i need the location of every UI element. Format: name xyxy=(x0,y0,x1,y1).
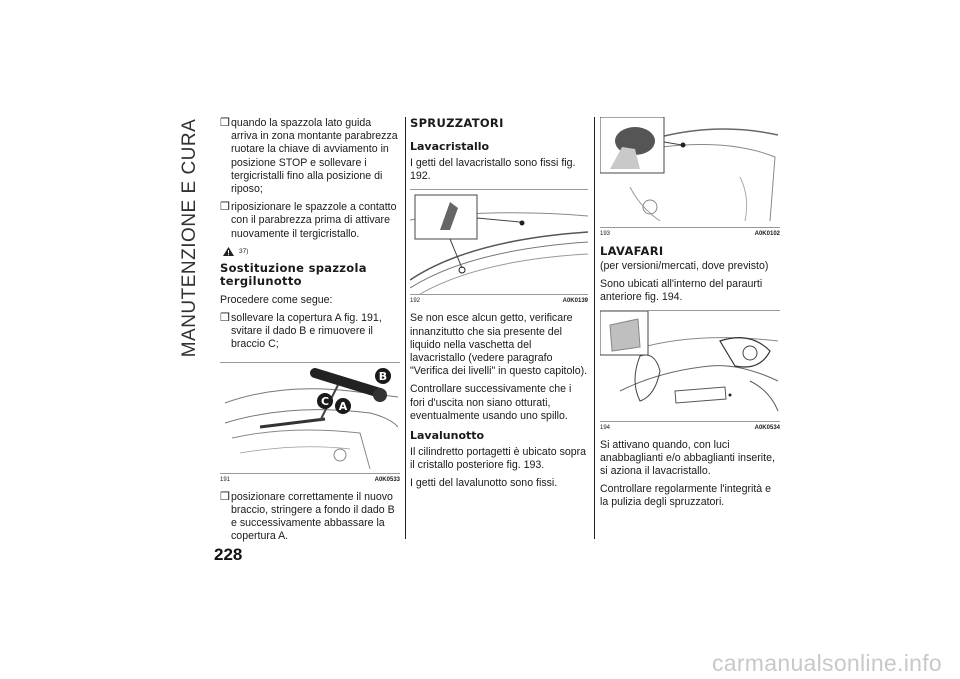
figure-caption: 192 A0K0139 xyxy=(410,298,588,305)
column-3: 193 A0K0102 LAVAFARI (per versioni/mercati, dove previsto) Sono ubicati all'interno del paraurti anteriore fig. 194. 194 A0K0534 Si attivano quando, con luci anabbaglianti e/o abbaglianti inserite, si aziona il lavacristallo. Controllare regolarmente l'integrità e la pulizia degli spruzzatori. xyxy=(600,117,780,515)
figure-caption: 191 A0K0533 xyxy=(220,476,400,483)
windscreen-nozzle-illustration xyxy=(410,190,588,294)
headlamp-washer-illustration xyxy=(600,311,780,421)
svg-text:B: B xyxy=(378,369,388,383)
section-heading: SPRUZZATORI xyxy=(410,116,504,130)
column-divider-1 xyxy=(405,117,406,539)
figure-192 xyxy=(410,189,588,295)
intro-text: Procedere come segue: xyxy=(220,293,333,306)
side-title-text: MANUTENZIONE E CURA xyxy=(179,118,200,358)
section-heading: LAVAFARI xyxy=(600,244,664,258)
figure-caption: 194 A0K0534 xyxy=(600,424,780,431)
section-heading: Sostituzione spazzola tergilunotto xyxy=(220,260,367,288)
figure-191 xyxy=(220,362,400,474)
checkbox-bullet-icon: ❒ xyxy=(220,312,230,325)
subsection-heading: Lavacristallo xyxy=(410,140,490,153)
warning-book-icon xyxy=(222,246,235,257)
figure-194 xyxy=(600,310,780,422)
checkbox-bullet-icon: ❒ xyxy=(220,117,230,129)
watermark: carmanualsonline.info xyxy=(711,650,942,676)
figure-193 xyxy=(600,117,780,228)
page-number: 228 xyxy=(214,545,243,564)
figure-caption: 193 A0K0102 xyxy=(600,231,780,237)
checkbox-bullet-icon: ❒ xyxy=(220,201,230,214)
checkbox-bullet-icon: ❒ xyxy=(220,490,230,503)
note-reference: 37) xyxy=(222,246,400,257)
column-2: SPRUZZATORI Lavacristallo I getti del lavacristallo sono fissi fig. 192. 192 A0K0139 Se non esce alcun getto, verificare innanzitutto che sia presente del liquido nella vaschetta del lavacristallo (vedere paragrafo "Verifica dei livelli" in questo capitolo). Controllare successivamente che i fori d'uscita non siano otturati, eventualmente usando uno spillo. Lavalunotto Il cilindretto portagetti è ubicato sopra il cristallo posteriore fig. 193. I getti del lavalunotto sono fissi. xyxy=(410,116,588,490)
rear-nozzle-illustration xyxy=(600,117,780,227)
svg-text:A: A xyxy=(338,399,348,413)
svg-text:C: C xyxy=(320,394,330,408)
column-divider-2 xyxy=(594,117,595,539)
bullet-item: ❒ quando la spazzola lato guida arriva in zona montante parabrezza ruotare la chiave di avviamento in posizione STOP e sollevare i tergicristalli fino alla posizione di riposo; xyxy=(220,117,398,196)
column-1 xyxy=(220,117,400,548)
rear-wiper-illustration xyxy=(220,363,400,473)
subsection-heading: Lavalunotto xyxy=(410,429,485,443)
bullet-item: ❒ riposizionare le spazzole a contatto con il parabrezza prima di attivare nuovamente il tergicristallo. xyxy=(220,201,397,240)
side-section-title xyxy=(170,108,210,368)
bullet-item: ❒ posizionare correttamente il nuovo braccio, stringere a fondo il dado B e successivamente abbassare la copertura A. xyxy=(220,490,395,543)
bullet-item: ❒ sollevare la copertura A fig. 191, svitare il dado B e rimuovere il braccio C; xyxy=(220,312,382,351)
